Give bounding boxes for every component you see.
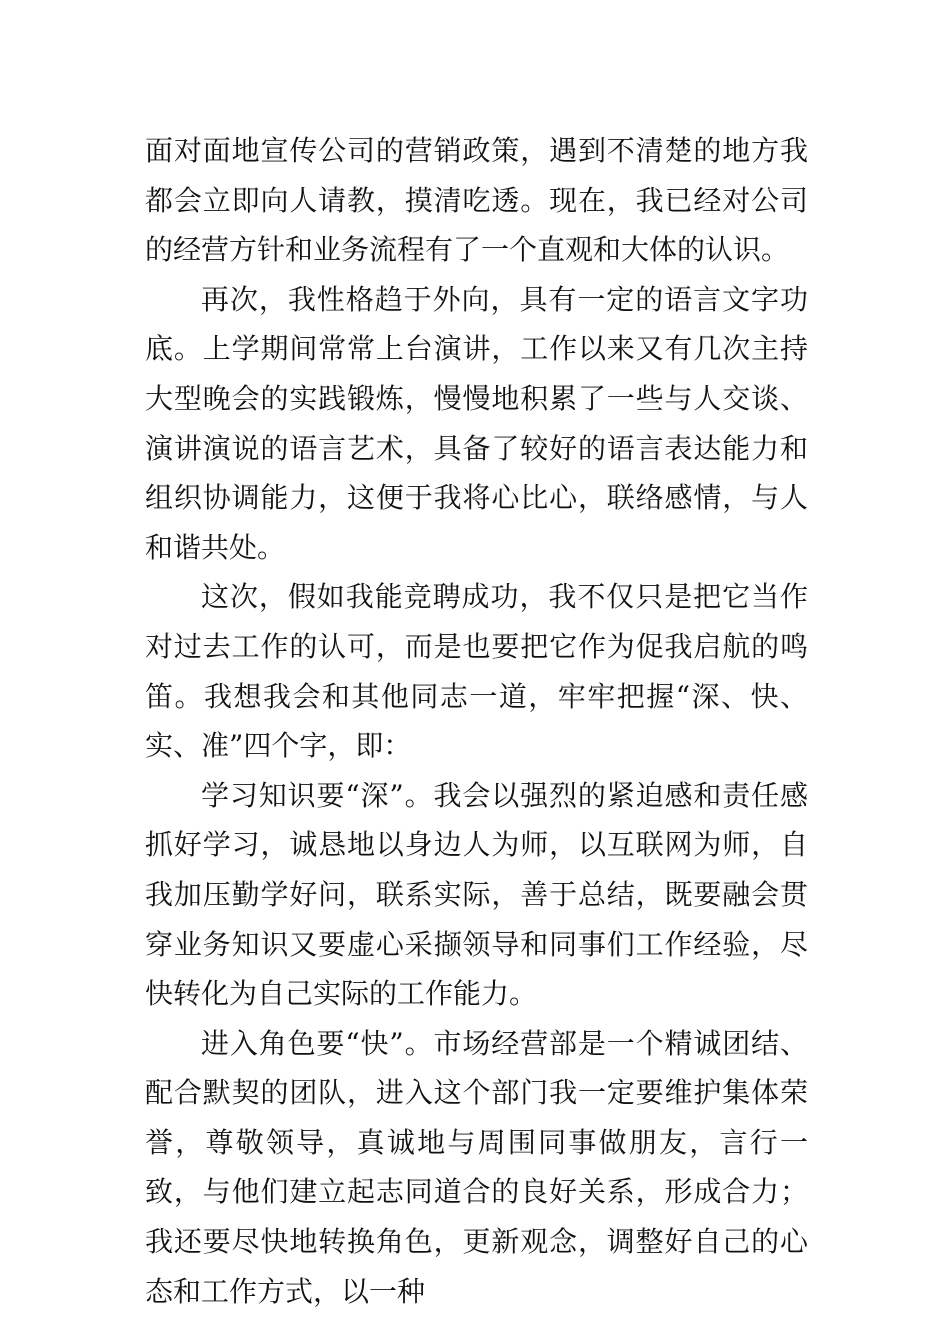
- paragraph-5: 进入角色要“快”。市场经营部是一个精诚团结、配合默契的团队，进入这个部门我一定要维护集体荣誉，尊敬领导，真诚地与周围同事做朋友，言行一致，与他们建立起志同道合的良好关系，形成合力；我还要尽快地转换角色，更新观念，调整好自己的心态和工作方式，以一种: [145, 1026, 808, 1308]
- document-body: [145, 126, 808, 1316]
- paragraph-2: 再次，我性格趋于外向，具有一定的语言文字功底。上学期间常常上台演讲，工作以来又有几次主持大型晚会的实践锻炼，慢慢地积累了一些与人交谈、演讲演说的语言艺术，具备了较好的语言表达能力和组织协调能力，这便于我将心比心，联络感情，与人和谐共处。: [145, 282, 808, 564]
- paragraph-4: 学习知识要“深”。我会以强烈的紧迫感和责任感抓好学习，诚恳地以身边人为师，以互联网为师，自我加压勤学好问，联系实际，善于总结，既要融会贯穿业务知识又要虚心采撷领导和同事们工作经验，尽快转化为自己实际的工作能力。: [145, 778, 808, 1011]
- paragraph-3: 这次，假如我能竞聘成功，我不仅只是把它当作对过去工作的认可，而是也要把它作为促我启航的鸣笛。我想我会和其他同志一道，牢牢把握“深、快、实、准”四个字，即：: [145, 580, 808, 763]
- paragraph-1: 面对面地宣传公司的营销政策，遇到不清楚的地方我都会立即向人请教，摸清吃透。现在，我已经对公司的经营方针和业务流程有了一个直观和大体的认识。: [145, 134, 808, 267]
